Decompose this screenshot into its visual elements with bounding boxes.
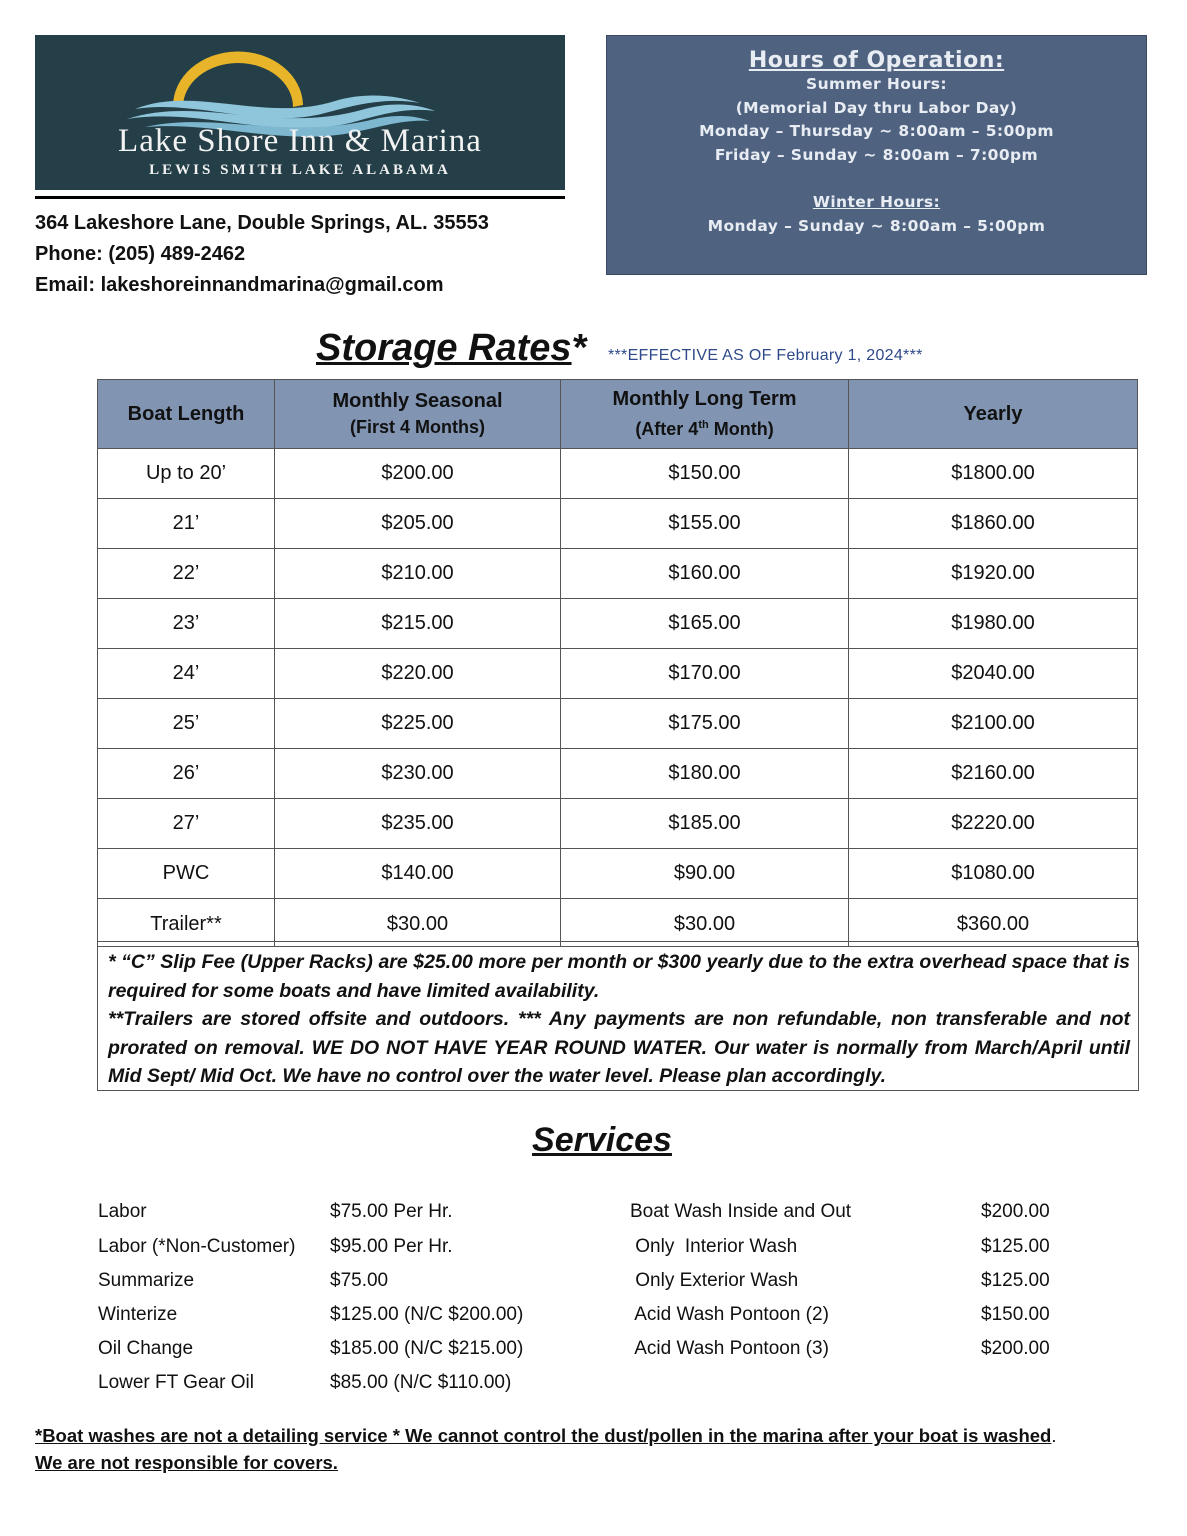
phone: Phone: (205) 489-2462 — [35, 243, 246, 265]
table-row — [98, 649, 1138, 699]
yearly-cell: $2220.00 — [849, 799, 1138, 849]
header-monthly-seasonal — [275, 380, 561, 449]
service-name: Boat Wash Inside and Out — [630, 1201, 852, 1222]
header-longterm-sub-post: Month) — [708, 419, 774, 439]
marina-logo — [35, 35, 565, 190]
yearly-cell: $1080.00 — [849, 849, 1138, 899]
yearly-cell: $1860.00 — [849, 499, 1138, 549]
yearly-cell: $2100.00 — [849, 699, 1138, 749]
disclaimer-line-1 — [35, 1422, 1057, 1449]
table-row — [98, 699, 1138, 749]
services-disclaimer — [35, 1422, 1057, 1476]
hours-title: Hours of Operation: — [748, 48, 1005, 73]
service-name: Summarize — [98, 1270, 195, 1291]
logo-subtitle: LEWIS SMITH LAKE ALABAMA — [149, 162, 451, 178]
service-price: $200.00 — [981, 1201, 1050, 1222]
service-price: $150.00 — [981, 1304, 1050, 1325]
table-header-row — [98, 380, 1138, 449]
table-row — [98, 899, 1138, 947]
longterm-cell: $170.00 — [561, 649, 849, 699]
longterm-cell: $180.00 — [561, 749, 849, 799]
yearly-cell: $2040.00 — [849, 649, 1138, 699]
table-row — [98, 599, 1138, 649]
header-monthly-long-term — [561, 380, 849, 449]
service-price: $95.00 Per Hr. — [330, 1236, 453, 1257]
service-name: Oil Change — [98, 1338, 194, 1359]
header-longterm-sub-sup: th — [698, 419, 709, 431]
seasonal-cell: $225.00 — [275, 699, 561, 749]
storage-title-text: Storage Rates — [316, 327, 572, 369]
yearly-cell: $2160.00 — [849, 749, 1138, 799]
storage-notes — [97, 941, 1139, 1091]
seasonal-cell: $30.00 — [275, 899, 561, 947]
email: Email: lakeshoreinnandmarina@gmail.com — [35, 274, 444, 296]
seasonal-cell: $140.00 — [275, 849, 561, 899]
boat-length-cell: 26’ — [98, 749, 275, 799]
seasonal-cell: $210.00 — [275, 549, 561, 599]
longterm-cell: $30.00 — [561, 899, 849, 947]
boat-length-cell: 27’ — [98, 799, 275, 849]
header-boat-length: Boat Length — [98, 380, 275, 449]
winter-hours: Monday – Sunday ~ 8:00am – 5:00pm — [707, 216, 1046, 235]
slip-fee-note: * “C” Slip Fee (Upper Racks) are $25.00 more per month or $300 yearly due to the extra overhead space that is required for some boats and have limited availability. — [108, 951, 1130, 1002]
service-name: Only Exterior Wash — [630, 1270, 799, 1291]
service-name: Labor — [98, 1201, 147, 1222]
longterm-cell: $90.00 — [561, 849, 849, 899]
service-name: Only Interior Wash — [630, 1236, 798, 1257]
contact-info — [35, 208, 489, 301]
logo-name: Lake Shore Inn & Marina — [118, 123, 482, 159]
longterm-cell: $185.00 — [561, 799, 849, 849]
trailer-payment-note: **Trailers are stored offsite and outdoors. *** Any payments are non refundable, non transferable and not prorated on removal. WE DO NOT HAVE YEAR ROUND WATER. Our water is normally from March/April until Mid Sept/ Mid Oct. We have no control over the water level. Please plan accordingly. — [108, 1008, 1130, 1087]
service-price: $125.00 — [981, 1236, 1050, 1257]
table-row — [98, 449, 1138, 499]
service-price: $75.00 Per Hr. — [330, 1201, 453, 1222]
service-price: $85.00 (N/C $110.00) — [330, 1372, 512, 1393]
storage-title — [316, 327, 586, 370]
disclaimer-line-2-text: We are not responsible for covers. — [35, 1452, 338, 1473]
longterm-cell: $155.00 — [561, 499, 849, 549]
boat-length-cell: 24’ — [98, 649, 275, 699]
seasonal-cell: $200.00 — [275, 449, 561, 499]
table-row — [98, 799, 1138, 849]
yearly-cell: $1920.00 — [849, 549, 1138, 599]
boat-length-cell: 23’ — [98, 599, 275, 649]
service-name: Labor (*Non-Customer) — [98, 1236, 296, 1257]
boat-length-cell: 25’ — [98, 699, 275, 749]
service-name: Acid Wash Pontoon (2) — [630, 1304, 829, 1325]
storage-title-mark: * — [571, 327, 587, 369]
logo-divider — [35, 196, 565, 199]
service-price: $125.00 — [981, 1270, 1050, 1291]
service-name: Lower FT Gear Oil — [98, 1372, 254, 1393]
summer-period: (Memorial Day thru Labor Day) — [735, 98, 1018, 117]
boat-length-cell: 22’ — [98, 549, 275, 599]
header-seasonal-label: Monthly Seasonal — [332, 390, 503, 412]
service-name: Acid Wash Pontoon (3) — [630, 1338, 829, 1359]
disclaimer-line-2 — [35, 1449, 1057, 1476]
header-seasonal-sub: (First 4 Months) — [350, 417, 485, 437]
header-longterm-label: Monthly Long Term — [612, 388, 797, 410]
seasonal-cell: $220.00 — [275, 649, 561, 699]
summer-hours-label: Summer Hours: — [806, 75, 947, 93]
hours-box — [606, 35, 1147, 275]
table-row — [98, 549, 1138, 599]
seasonal-cell: $215.00 — [275, 599, 561, 649]
service-price: $200.00 — [981, 1338, 1050, 1359]
effective-date: ***EFFECTIVE AS OF February 1, 2024*** — [608, 347, 923, 364]
yearly-cell: $1800.00 — [849, 449, 1138, 499]
boat-length-cell: 21’ — [98, 499, 275, 549]
longterm-cell: $165.00 — [561, 599, 849, 649]
storage-rates-table — [97, 379, 1138, 947]
boat-length-cell: Up to 20’ — [98, 449, 275, 499]
service-name: Winterize — [98, 1304, 178, 1325]
disclaimer-line-1-end: . — [1051, 1425, 1057, 1446]
service-price: $75.00 — [330, 1270, 389, 1291]
services-title: Services — [532, 1121, 672, 1159]
boat-length-cell: PWC — [98, 849, 275, 899]
header-longterm-sub-pre: (After 4 — [635, 419, 699, 439]
service-price: $185.00 (N/C $215.00) — [330, 1338, 524, 1359]
seasonal-cell: $230.00 — [275, 749, 561, 799]
summer-weekday-hours: Monday – Thursday ~ 8:00am – 5:00pm — [699, 122, 1054, 140]
longterm-cell: $150.00 — [561, 449, 849, 499]
boat-length-cell: Trailer** — [98, 899, 275, 947]
longterm-cell: $160.00 — [561, 549, 849, 599]
yearly-cell: $1980.00 — [849, 599, 1138, 649]
summer-weekend-hours: Friday – Sunday ~ 8:00am – 7:00pm — [714, 145, 1039, 164]
seasonal-cell: $235.00 — [275, 799, 561, 849]
disclaimer-line-1-text: *Boat washes are not a detailing service * We cannot control the dust/pollen in the marina after your boat is washed — [35, 1425, 1052, 1446]
seasonal-cell: $205.00 — [275, 499, 561, 549]
address: 364 Lakeshore Lane, Double Springs, AL. 35553 — [35, 212, 489, 234]
longterm-cell: $175.00 — [561, 699, 849, 749]
table-row — [98, 749, 1138, 799]
header-longterm-sub — [635, 419, 773, 439]
table-row — [98, 849, 1138, 899]
service-price: $125.00 (N/C $200.00) — [330, 1304, 524, 1325]
yearly-cell: $360.00 — [849, 899, 1138, 947]
table-row — [98, 499, 1138, 549]
header-yearly: Yearly — [849, 380, 1138, 449]
winter-hours-label: Winter Hours: — [812, 193, 941, 211]
